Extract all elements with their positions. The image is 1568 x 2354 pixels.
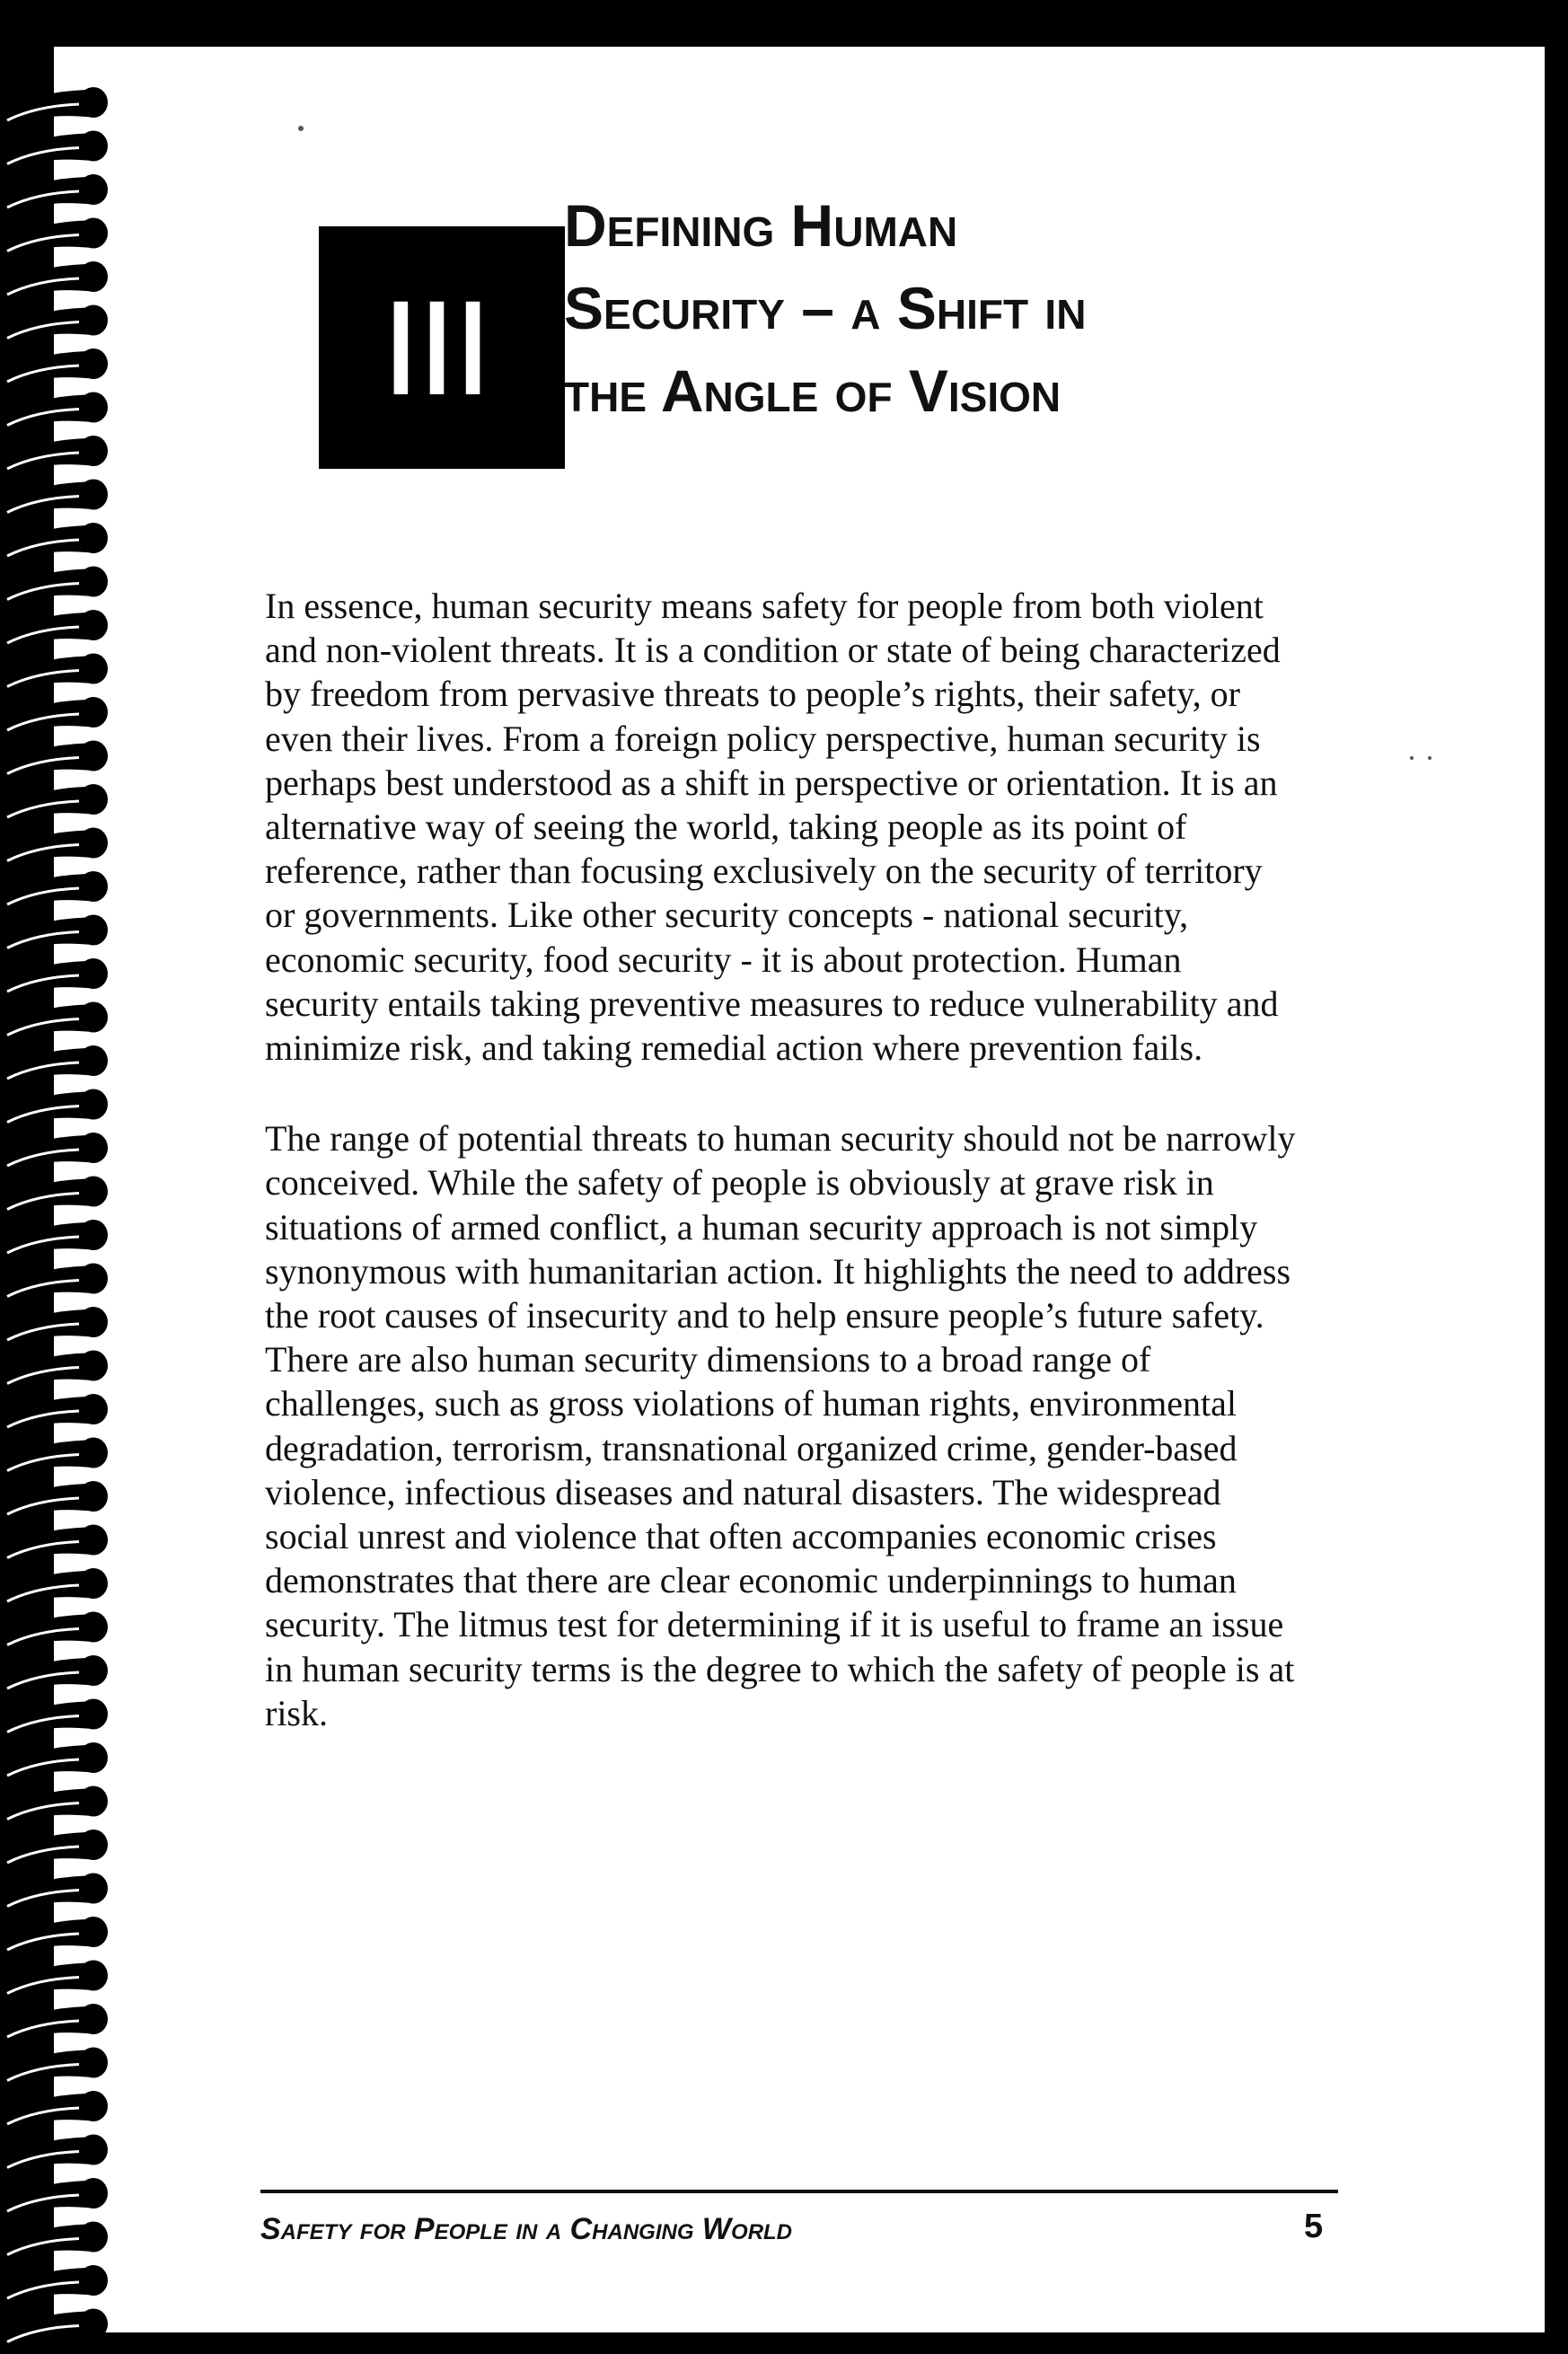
binding-coil [2, 261, 108, 300]
binding-coil [2, 2309, 108, 2348]
binding-coil [2, 2222, 108, 2261]
binding-coil [2, 1961, 108, 1999]
binding-coil [2, 1481, 108, 1520]
binding-coil [2, 1742, 108, 1781]
binding-coil [2, 523, 108, 561]
binding-coil [2, 2178, 108, 2217]
binding-coil [2, 1874, 108, 1912]
binding-coil [2, 1917, 108, 1955]
binding-coil [2, 567, 108, 605]
binding-coil [2, 348, 108, 387]
binding-coil [2, 305, 108, 344]
binding-coil [2, 1786, 108, 1825]
binding-coil [2, 1351, 108, 1389]
binding-coil [2, 2265, 108, 2304]
binding-coil [2, 1045, 108, 1084]
spiral-binding [0, 0, 117, 2354]
page-number: 5 [1304, 2208, 1324, 2245]
binding-coil [2, 741, 108, 780]
paragraph-1: In essence, human security means safety for people from both violent and non-violent threats. It is a condition or state of being characterized by freedom from pervasive threats to people’s rights, their safety, or even their lives. From a foreign policy perspective, human security is perhaps best understood as a shift in perspective or orientation. It is an alternative way of seeing the world, taking people as its point of reference, rather than focusing exclusively on the security of territory or governments. Like other security concepts - national security, economic security, food security - it is about protection. Human security entails taking preventive measures to reduce vulnerability and minimize risk, and taking remedial action where prevention fails. [265, 586, 1281, 1069]
binding-coil [2, 1089, 108, 1128]
binding-coil [2, 1525, 108, 1564]
binding-coil [2, 1568, 108, 1607]
binding-coil [2, 1612, 108, 1651]
binding-coil [2, 697, 108, 736]
binding-coil [2, 1394, 108, 1433]
binding-coil [2, 174, 108, 213]
binding-coil [2, 1002, 108, 1041]
footer-book-title: Safety for People in a Changing World [260, 2212, 793, 2246]
binding-coil [2, 131, 108, 170]
paragraph-2: The range of potential threats to human security should not be narrowly conceived. While the safety of people is obviously at grave risk in situations of armed conflict, a human security approach is not simply synonymous with humanitarian action. It highlights the need to address the root causes of insecurity and to help ensure people’s future safety. There are also human security dimensions to a broad range of challenges, such as gross violations of human rights, environmental degradation, terrorism, transnational organized crime, gender-based violence, infectious diseases and natural disasters. The widespread social unrest and violence that often accompanies economic crises demonstrates that there are clear economic underpinnings to human security. The litmus test for determining if it is useful to frame an issue in human security terms is the degree to which the safety of people is at risk. [265, 1118, 1296, 1733]
scan-speck [1428, 756, 1431, 760]
binding-coil [2, 828, 108, 867]
chapter-numeral: III [387, 272, 497, 423]
binding-coil [2, 436, 108, 474]
binding-coil [2, 1307, 108, 1345]
binding-coil [2, 1655, 108, 1694]
spiral-binding-graphic [0, 0, 117, 2354]
binding-coil [2, 654, 108, 692]
binding-coil [2, 610, 108, 648]
binding-coil [2, 1220, 108, 1258]
binding-coil [2, 915, 108, 954]
binding-coil [2, 784, 108, 823]
binding-coil [2, 1177, 108, 1215]
body-text [265, 584, 1298, 1782]
chapter-title-line-1: Defining Human [564, 192, 958, 259]
chapter-number-box [319, 226, 565, 469]
chapter-title [564, 184, 1372, 432]
scan-speck [1410, 756, 1414, 760]
binding-coil [2, 2048, 108, 2086]
binding-coil [2, 2135, 108, 2173]
binding-coil [2, 218, 108, 257]
chapter-title-line-3: the Angle of Vision [564, 357, 1061, 424]
binding-coil [2, 392, 108, 431]
binding-coil [2, 958, 108, 997]
binding-coil [2, 480, 108, 518]
binding-coil [2, 1438, 108, 1477]
binding-coil [2, 1829, 108, 1868]
binding-coil [2, 1699, 108, 1738]
binding-coil [2, 2091, 108, 2129]
binding-coil [2, 2004, 108, 2042]
binding-coil [2, 1133, 108, 1171]
scan-speck [298, 126, 304, 131]
chapter-title-line-2: Security – a Shift in [564, 275, 1087, 341]
binding-coil [2, 871, 108, 910]
footer-rule [260, 2190, 1338, 2193]
binding-coil [2, 87, 108, 126]
binding-coil [2, 1264, 108, 1302]
